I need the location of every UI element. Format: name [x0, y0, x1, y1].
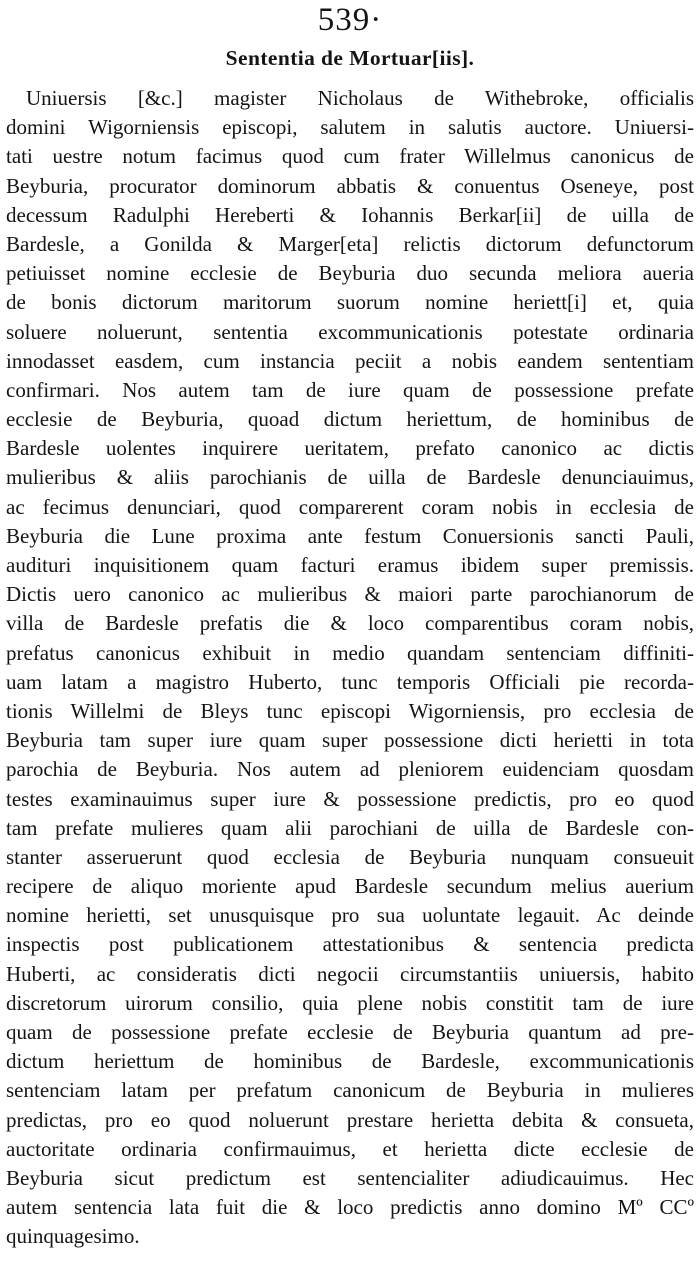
body-line: decessum Radulphi Hereberti & Iohannis Berkar[ii] de uilla de [6, 202, 694, 227]
body-line: sentenciam latam per prefatum canonicum de Beyburia in mulieres [6, 1078, 694, 1103]
body-line: Beyburia tam super iure quam super possessione dicti herietti in tota [6, 728, 694, 753]
page-number: 539· [317, 2, 383, 38]
body-line: quam de possessione prefate ecclesie de Beyburia quantum ad pre- [6, 1020, 694, 1044]
body-line: tam prefate mulieres quam alii parochiani de uilla de Bardesle con- [6, 815, 694, 840]
body-line: tati uestre notum facimus quod cum frater Willelmus canonicus de [6, 144, 694, 169]
body-line: innodasset easdem, cum instancia peciit a nobis eandem sententiam [6, 348, 694, 373]
body-line: ac fecimus denunciari, quod comparerent coram nobis in ecclesia de [6, 494, 694, 519]
body-line: dictum heriettum de hominibus de Bardesle, excommunicationis [6, 1049, 694, 1074]
body-line: Dictis uero canonico ac mulieribus & maiori parte parochianorum de [6, 582, 694, 607]
body-line: audituri inquisitionem quam facturi eramus ibidem super premissis. [6, 553, 694, 577]
document-title: Sententia de Mortuar[iis]. [225, 46, 475, 70]
body-line: stanter asseruerunt quod ecclesia de Beyburia nunquam consueuit [6, 844, 694, 869]
body-line: Huberti, ac consideratis dicti negocii circumstantiis uniuersis, habito [6, 961, 694, 986]
body-line: uam latam a magistro Huberto, tunc temporis Officiali pie recorda- [6, 669, 694, 694]
body-text [6, 84, 694, 1252]
body-line: confirmari. Nos autem tam de iure quam de possessione prefate [6, 377, 694, 402]
body-line: nomine herietti, set unusquisque pro sua uoluntate legauit. Ac deinde [6, 903, 694, 928]
body-line: predictas, pro eo quod noluerunt prestare herietta debita & consueta, [6, 1107, 694, 1132]
body-line: Bardesle, a Gonilda & Marger[eta] relictis dictorum defunctorum [6, 231, 694, 256]
body-line: recipere de aliquo moriente apud Bardesle secundum melius auerium [6, 874, 694, 899]
body-line: villa de Bardesle prefatis die & loco comparentibus coram nobis, [6, 611, 694, 636]
body-line: tionis Willelmi de Bleys tunc episcopi Wigorniensis, pro ecclesia de [6, 698, 694, 723]
body-line: domini Wigorniensis episcopi, salutem in salutis auctore. Uniuersi- [6, 115, 694, 140]
body-line: mulieribus & aliis parochianis de uilla de Bardesle denunciauimus, [6, 465, 694, 490]
body-line: Beyburia, procurator dominorum abbatis & conuentus Oseneye, post [6, 173, 694, 198]
body-line: inspectis post publicationem attestationibus & sentencia predicta [6, 932, 694, 957]
body-line: parochia de Beyburia. Nos autem ad pleniorem euidenciam quosdam [6, 757, 694, 782]
body-line: quinquagesimo. [6, 1224, 140, 1249]
body-line: Beyburia sicut predictum est sentencialiter adiudicauimus. Hec [6, 1165, 694, 1190]
body-line: autem sentencia lata fuit die & loco predictis anno domino Mº CCº [6, 1195, 694, 1220]
body-line: soluere noluerunt, sententia excommunicationis potestate ordinaria [6, 319, 694, 344]
body-line: auctoritate ordinaria confirmauimus, et herietta dicte ecclesie de [6, 1136, 694, 1161]
body-line: petiuisset nomine ecclesie de Beyburia duo secunda meliora aueria [6, 261, 694, 286]
body-line: Beyburia die Lune proxima ante festum Conuersionis sancti Pauli, [6, 523, 694, 548]
body-line: Uniuersis [&c.] magister Nicholaus de Withebroke, officialis [26, 86, 694, 110]
body-line: testes examinauimus super iure & possessione predictis, pro eo quod [6, 786, 694, 811]
body-line: ecclesie de Beyburia, quoad dictum heriettum, de hominibus de [6, 407, 694, 432]
body-line: de bonis dictorum maritorum suorum nomine heriett[i] et, quia [6, 290, 694, 315]
body-line: prefatus canonicus exhibuit in medio quandam sentenciam diffiniti- [6, 640, 694, 665]
body-line: Bardesle uolentes inquirere ueritatem, prefato canonico ac dictis [6, 436, 694, 461]
body-line: discretorum uirorum consilio, quia plene nobis constitit tam de iure [6, 990, 694, 1015]
